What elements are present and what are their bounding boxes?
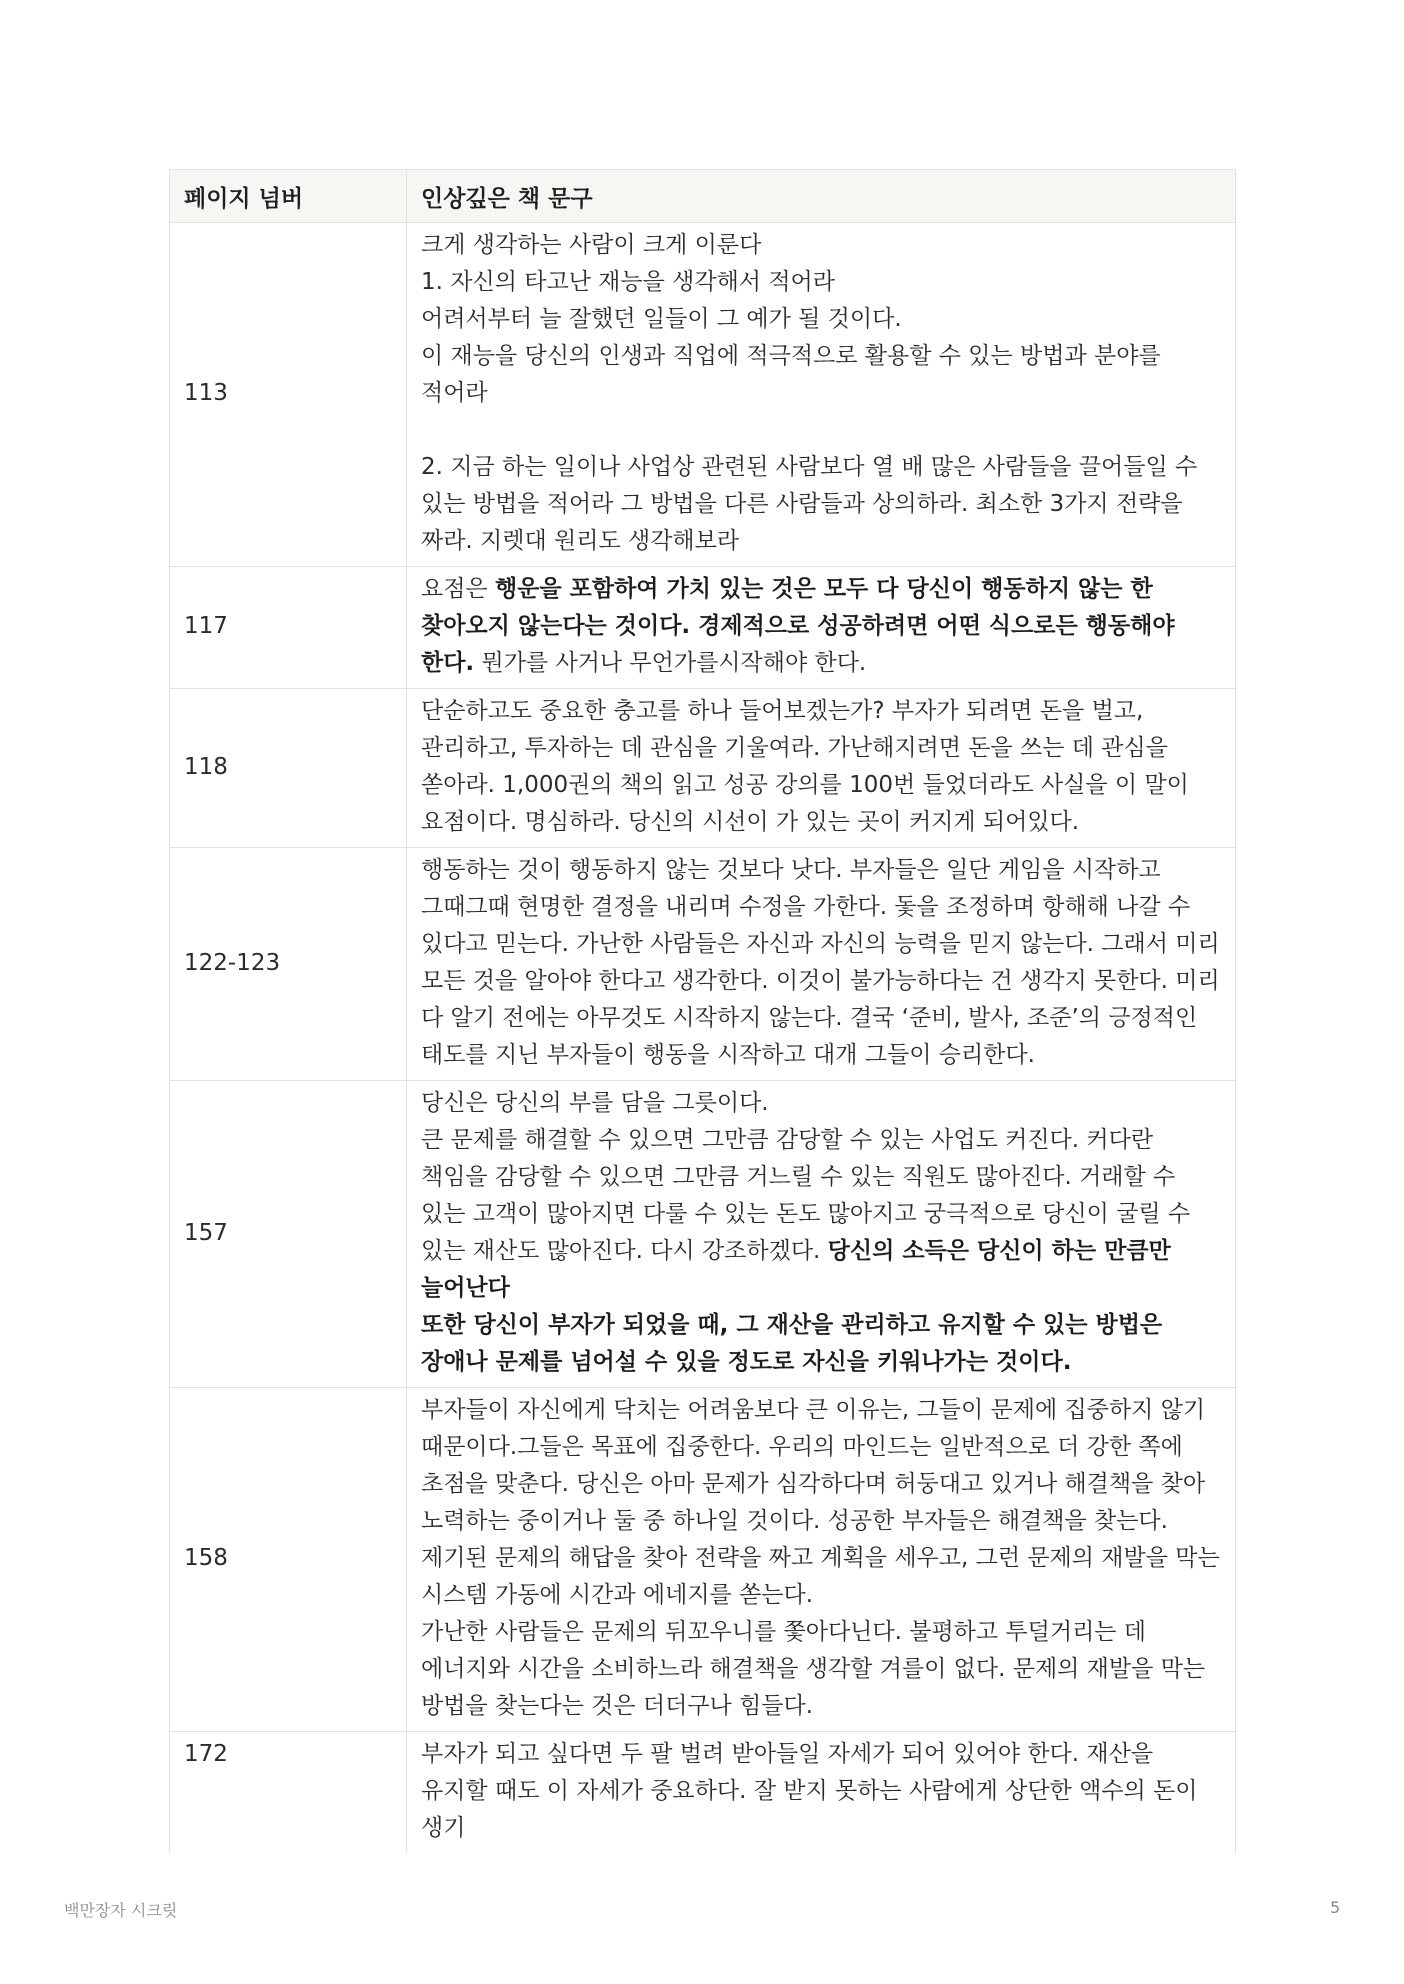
- quote-cell: [407, 567, 1236, 689]
- quote-table-container: [169, 169, 1235, 1841]
- quote-text: 부자들이 자신에게 닥치는 어려움보다 큰 이유는, 그들이 문제에 집중하지 않기 때문이다.그들은 목표에 집중한다. 우리의 마인드는 일반적으로 더 강한 쪽에 초점을 맞춘다. 당신은 아마 문제가 심각하다며 허둥대고 있거나 해결책을 찾아 노력하는 중이거나 둘 중 하나일 것이다. 성공한 부자들은 해결책을 찾는다. 제기된 문제의 해답을 찾아 전략을 짜고 계획을 세우고, 그런 문제의 재발을 막는 시스템 가동에 시간과 에네지를 쏟는다. 가난한 사람들은 문제의 뒤꼬우니를 쫓아다닌다. 불평하고 투덜거리는 데 에너지와 시간을 소비하느라 해결책을 생각할 겨를이 없다. 문제의 재발을 막는 방법을 찾는다는 것은 더더구나 힘들다.: [421, 1397, 1220, 1719]
- quote-text: 행동하는 것이 행동하지 않는 것보다 낫다. 부자들은 일단 게임을 시작하고 그때그때 현명한 결정을 내리며 수정을 가한다. 돛을 조정하며 항해해 나갈 수 있다고 믿는다. 가난한 사람들은 자신과 자신의 능력을 믿지 않는다. 그래서 미리 모든 것을 알아야 한다고 생각한다. 이것이 불가능하다는 건 생각지 못한다. 미리 다 알기 전에는 아무것도 시작하지 않는다. 결국 ‘준비, 발사, 조준’의 긍정적인 태도를 지닌 부자들이 행동을 시작하고 대개 그들이 승리한다.: [421, 857, 1228, 1068]
- quote-text: 뭔가를 사거나 무언가를시작해야 한다.: [474, 650, 867, 676]
- footer-book-title: 백만장자 시크릿: [64, 1901, 178, 1920]
- quote-text: 부자가 되고 싶다면 두 팔 벌려 받아들일 자세가 되어 있어야 한다. 재산을 유지할 때도 이 자세가 중요하다. 잘 받지 못하는 사람에게 상단한 액수의 돈이 생기: [421, 1741, 1205, 1841]
- quote-cell: [407, 689, 1236, 848]
- table-row: [170, 1388, 1236, 1732]
- page-number-cell: 117: [170, 567, 407, 689]
- quote-text-bold: 당신의 소득은 당신이 하는 만큼만 늘어난다 또한 당신이 부자가 되었을 때, 그 재산을 관리하고 유지할 수 있는 방법은 장애나 문제를 넘어설 수 있을 정도로 자신을 키워나가는 것이다.: [421, 1238, 1171, 1375]
- quote-text: 단순하고도 중요한 충고를 하나 들어보겠는가? 부자가 되려면 돈을 벌고, 관리하고, 투자하는 데 관심을 기울여라. 가난해지려면 돈을 쓰는 데 관심을 쏟아라. 1,000권의 책의 읽고 성공 강의를 100번 들었더라도 사실을 이 말이 요점이다. 명심하라. 당신의 시선이 가 있는 곳이 커지게 되어있다.: [421, 698, 1197, 835]
- page-number-cell: 118: [170, 689, 407, 848]
- quote-table: [169, 169, 1236, 1853]
- page-number-cell: 157: [170, 1081, 407, 1388]
- footer-page-number: 5: [1330, 1898, 1341, 1917]
- table-row: [170, 567, 1236, 689]
- page-number-cell: 158: [170, 1388, 407, 1732]
- quote-text: 요점은: [421, 576, 495, 602]
- quote-cell: [407, 848, 1236, 1081]
- header-page-number: 페이지 넘버: [170, 170, 407, 223]
- page-number-cell: 113: [170, 223, 407, 567]
- page-number-cell: 122-123: [170, 848, 407, 1081]
- quote-text-bold: 행운을 포함하여 가치 있는 것은 모두 다 당신이 행동하지 않는 한 찾아오지 않는다는 것이다. 경제적으로 성공하려면 어떤 식으로든 행동해야 한다.: [421, 576, 1183, 676]
- page-number-cell: 172: [170, 1732, 407, 1854]
- quote-text: 당신은 당신의 부를 담을 그릇이다. 큰 문제를 해결할 수 있으면 그만큼 감당할 수 있는 사업도 커진다. 커다란 책임을 감당할 수 있으면 그만큼 거느릴 수 있는 직원도 많아진다. 거래할 수 있는 고객이 많아지면 다룰 수 있는 돈도 많아지고 궁극적으로 당신이 굴릴 수 있는 재산도 많아진다. 다시 강조하겠다.: [421, 1090, 1191, 1264]
- table-row: [170, 848, 1236, 1081]
- table-header-row: [170, 170, 1236, 223]
- table-row: [170, 1081, 1236, 1388]
- quote-cell: [407, 223, 1236, 567]
- table-body: [170, 223, 1236, 1854]
- quote-cell: [407, 1388, 1236, 1732]
- table-row: [170, 1732, 1236, 1854]
- quote-text: 크게 생각하는 사람이 크게 이룬다 1. 자신의 타고난 재능을 생각해서 적어라 어려서부터 늘 잘했던 일들이 그 예가 될 것이다. 이 재능을 당신의 인생과 직업에 적극적으로 활용할 수 있는 방법과 분야를 적어라 2. 지금 하는 일이나 사업상 관련된 사람보다 열 배 많은 사람들을 끌어들일 수 있는 방법을 적어라 그 방법을 다른 사람들과 상의하라. 최소한 3가지 전략을 짜라. 지렛대 원리도 생각해보라: [421, 232, 1198, 554]
- table-row: [170, 223, 1236, 567]
- table-row: [170, 689, 1236, 848]
- header-quote: 인상깊은 책 문구: [407, 170, 1236, 223]
- quote-cell: [407, 1732, 1236, 1854]
- quote-cell: [407, 1081, 1236, 1388]
